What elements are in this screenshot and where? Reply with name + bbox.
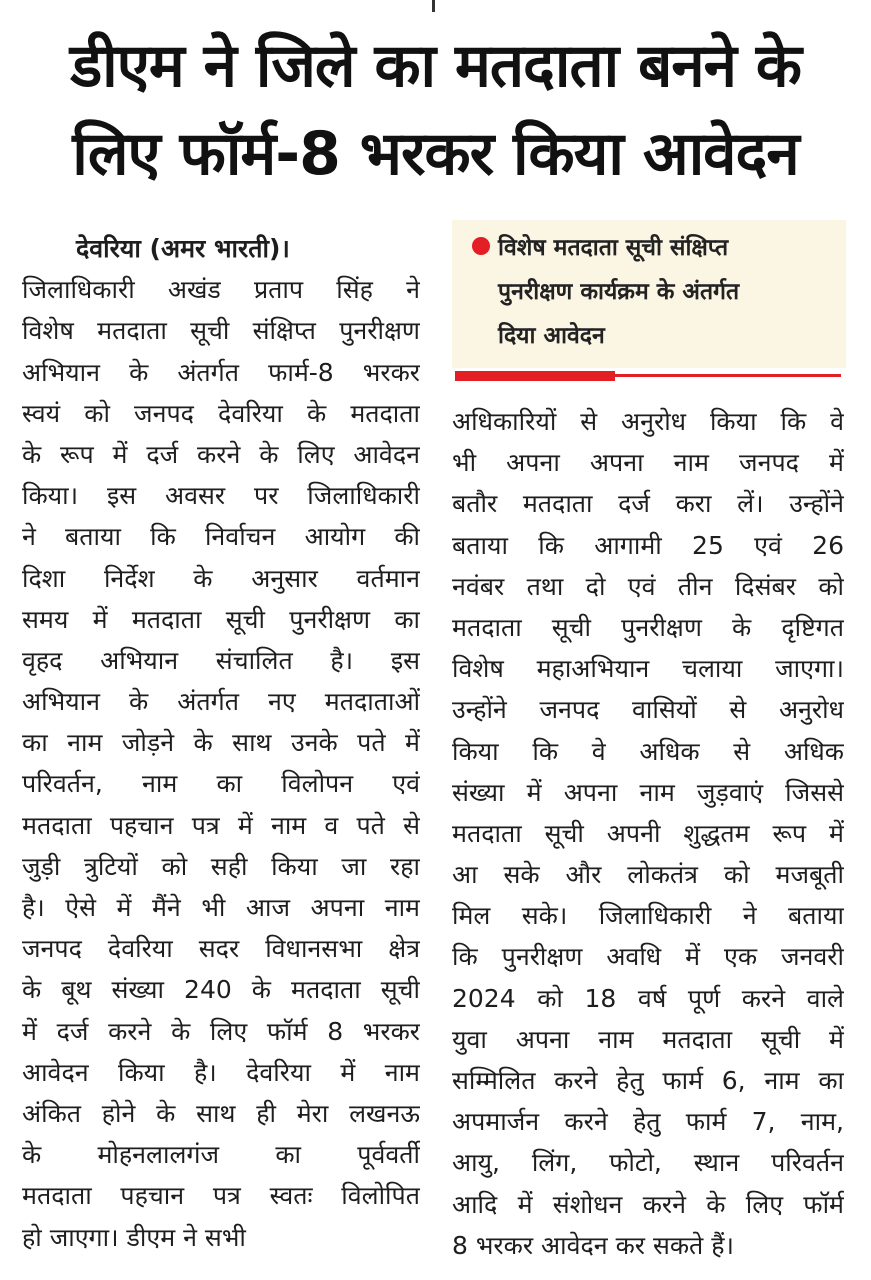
- article-line: किया। इस अवसर पर जिलाधिकारी: [22, 481, 420, 511]
- article-line: संख्या में अपना नाम जुड़वाएं जिससे: [452, 777, 844, 807]
- article-line: जुड़ी त्रुटियों को सही किया जा रहा: [22, 851, 420, 881]
- article-line: के मोहनलालगंज का पूर्ववर्ती: [22, 1140, 420, 1170]
- headline: [20, 22, 851, 198]
- article-line: आयु, लिंग, फोटो, स्थान परिवर्तन: [452, 1148, 844, 1178]
- article-line: के रूप में दर्ज करने के लिए आवेदन: [22, 439, 420, 469]
- article-line: परिवर्तन, नाम का विलोपन एवं: [22, 769, 420, 799]
- article-column-left: [22, 228, 420, 1258]
- highlight-line: पुनरीक्षण कार्यक्रम के अंतर्गत: [498, 279, 740, 305]
- article-line: कि पुनरीक्षण अवधि में एक जनवरी: [452, 942, 844, 972]
- headline-line-1: डीएम ने जिले का मतदाता बनने के: [70, 31, 801, 101]
- article-line: दिशा निर्देश के अनुसार वर्तमान: [22, 563, 420, 593]
- highlight-rule-thick: [455, 371, 615, 381]
- article-line: बतौर मतदाता दर्ज करा लें। उन्होंने: [452, 489, 844, 519]
- article-line: विशेष महाअभियान चलाया जाएगा।: [452, 654, 844, 684]
- article-line: में दर्ज करने के लिए फॉर्म 8 भरकर: [22, 1016, 420, 1046]
- highlight-box: [452, 220, 846, 368]
- article-line: अंकित होने के साथ ही मेरा लखनऊ: [22, 1098, 420, 1128]
- article-line: आदि में संशोधन करने के लिए फॉर्म: [452, 1189, 844, 1219]
- article-line: अभियान के अंतर्गत नए मतदाताओं: [22, 687, 420, 717]
- article-line: सम्मिलित करने हेतु फार्म 6, नाम का: [452, 1066, 844, 1095]
- article-line: का नाम जोड़ने के साथ उनके पते में: [22, 728, 420, 758]
- article-line: मतदाता पहचान पत्र में नाम व पते से: [22, 810, 420, 840]
- article-line: युवा अपना नाम मतदाता सूची में: [452, 1024, 844, 1054]
- article-line: किया कि वे अधिक से अधिक: [452, 736, 844, 766]
- article-line: उन्होंने जनपद वासियों से अनुरोध: [452, 695, 844, 725]
- article-line: अपमार्जन करने हेतु फार्म 7, नाम,: [452, 1107, 844, 1137]
- article-line: है। ऐसे में मैंने भी आज अपना नाम: [22, 893, 420, 922]
- article-line: जनपद देवरिया सदर विधानसभा क्षेत्र: [22, 934, 420, 964]
- article-line: मतदाता पहचान पत्र स्वतः विलोपित: [22, 1181, 420, 1211]
- article-line: भी अपना अपना नाम जनपद में: [452, 448, 844, 478]
- highlight-rule-thin: [615, 374, 841, 377]
- article-line: वृहद अभियान संचालित है। इस: [22, 645, 420, 675]
- article-line: 2024 को 18 वर्ष पूर्ण करने वाले: [452, 983, 844, 1013]
- article-line: स्वयं को जनपद देवरिया के मतदाता: [22, 398, 420, 428]
- article-line: जिलाधिकारी अखंड प्रताप सिंह ने: [22, 275, 420, 305]
- article-line: विशेष मतदाता सूची संक्षिप्त पुनरीक्षण: [22, 316, 420, 346]
- article-line: मतदाता सूची पुनरीक्षण के दृष्टिगत: [452, 612, 844, 642]
- article-line: अभियान के अंतर्गत फार्म-8 भरकर: [22, 357, 420, 387]
- highlight-text: [498, 226, 838, 358]
- article-column-right: [452, 401, 844, 1266]
- article-line: हो जाएगा। डीएम ने सभी: [22, 1222, 246, 1252]
- article-line: आ सके और लोकतंत्र को मजबूती: [452, 860, 844, 890]
- article-line: मतदाता सूची अपनी शुद्धतम रूप में: [452, 818, 844, 848]
- article-line: आवेदन किया है। देवरिया में नाम: [22, 1057, 420, 1087]
- article-line: अधिकारियों से अनुरोध किया कि वे: [452, 407, 844, 436]
- article-line: के बूथ संख्या 240 के मतदाता सूची: [22, 975, 420, 1005]
- article-line: 8 भरकर आवेदन कर सकते हैं।: [452, 1230, 734, 1260]
- column-divider-mark: [432, 0, 435, 12]
- highlight-line: विशेष मतदाता सूची संक्षिप्त: [498, 235, 729, 261]
- article-line: ने बताया कि निर्वाचन आयोग की: [22, 522, 420, 552]
- headline-line-2: लिए फॉर्म-8 भरकर किया आवेदन: [72, 119, 799, 189]
- article-line: नवंबर तथा दो एवं तीन दिसंबर को: [452, 571, 844, 601]
- article-line: मिल सके। जिलाधिकारी ने बताया: [452, 901, 844, 931]
- red-bullet-icon: [472, 237, 490, 255]
- article-line: बताया कि आगामी 25 एवं 26: [452, 530, 844, 560]
- article-line: समय में मतदाता सूची पुनरीक्षण का: [22, 604, 420, 634]
- highlight-line: दिया आवेदन: [498, 323, 605, 349]
- dateline: देवरिया (अमर भारती)।: [76, 234, 290, 263]
